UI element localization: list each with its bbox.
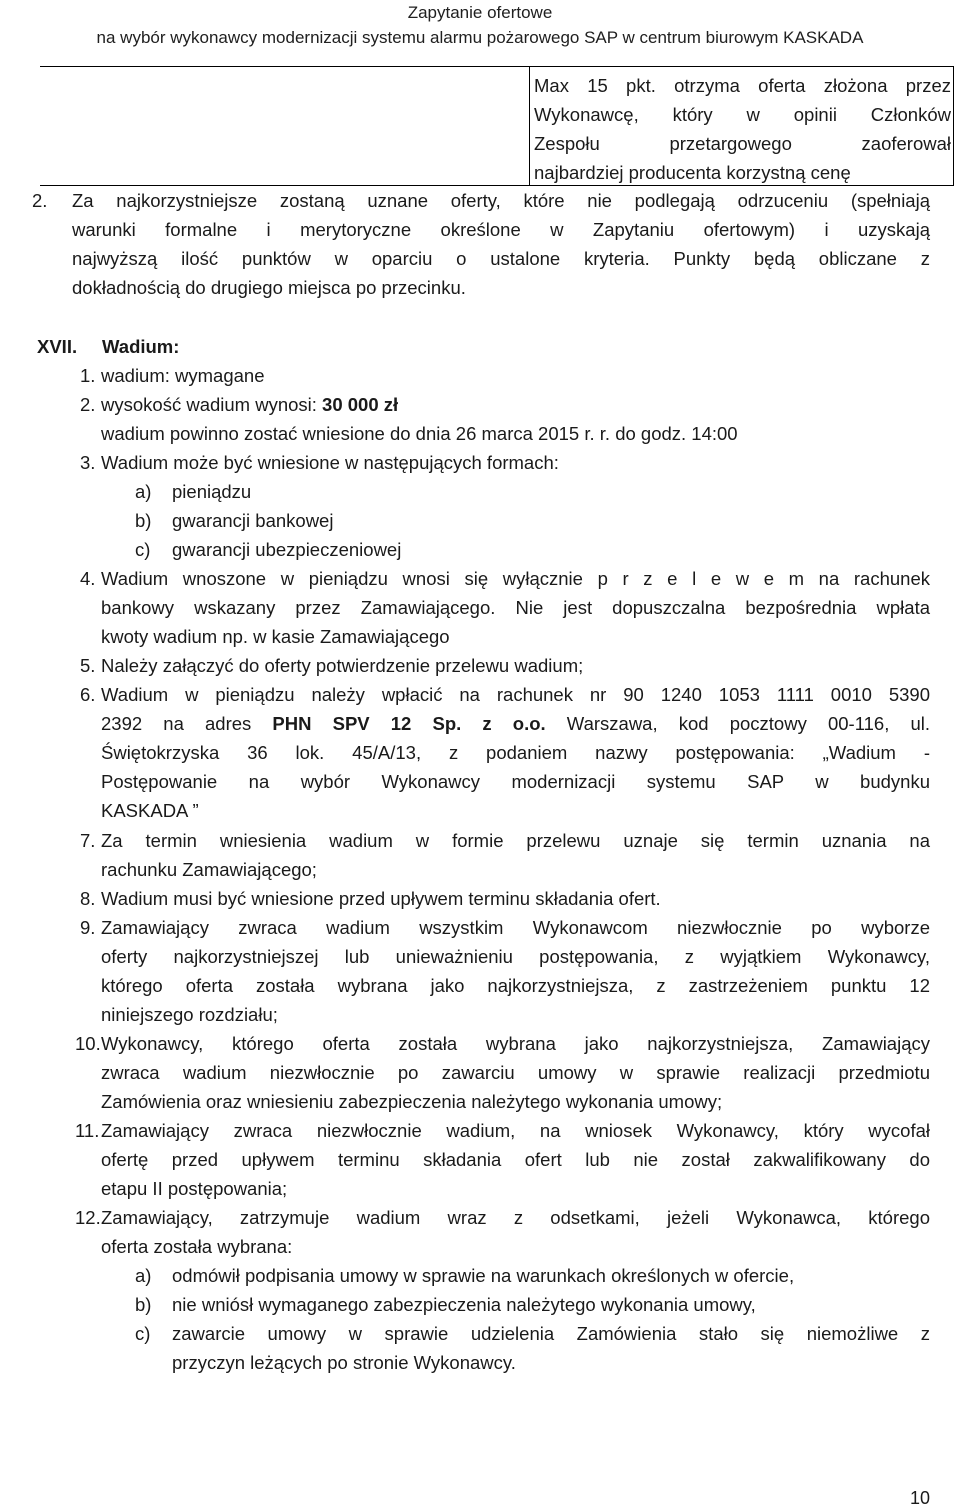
sub-letter: a) [135, 1265, 152, 1286]
list-item [101, 1203, 930, 1261]
item-text: zwraca wadium niezwłocznie po zawarciu umowy w sprawie realizacji przedmiotu [101, 1062, 930, 1083]
item-number: 1. [80, 365, 96, 386]
item-number: 3. [80, 452, 96, 473]
item-text: wysokość wadium wynosi: 30 000 zł [101, 394, 399, 415]
list-item [101, 361, 265, 390]
item-text: Zamawiający zwraca niezwłocznie wadium, na wniosek Wykonawcy, który wycofał [101, 1120, 930, 1141]
item-text: Wykonawcy, którego oferta została wybrana jako najkorzystniejsza, Zamawiający [101, 1033, 930, 1054]
list-item [101, 826, 930, 884]
item-number: 6. [80, 684, 96, 705]
item-text: oferta została wybrana: [101, 1236, 293, 1257]
item-text: Wadium może być wniesione w następujących formach: [101, 452, 559, 473]
item-text: Należy załączyć do oferty potwierdzenie przelewu wadium; [101, 655, 584, 676]
header-title: Zapytanie ofertowe [407, 3, 553, 22]
paragraph-line: warunki formalne i merytoryczne określone w Zapytaniu ofertowym) i uzyskają [72, 219, 930, 240]
item-number: 2. [80, 394, 96, 415]
item-text: KASKADA ” [101, 800, 199, 821]
paragraph-line: Za najkorzystniejsze zostaną uznane oferty, które nie podlegają odrzuceniu (spełniają [72, 190, 930, 211]
list-item [101, 651, 583, 680]
paragraph-line: dokładnością do drugiego miejsca po przecinku. [72, 277, 466, 298]
list-item [101, 390, 738, 448]
company-name: PHN SPV 12 Sp. z o.o. [272, 713, 546, 734]
item-number: 5. [80, 655, 96, 676]
table-cell-text [534, 71, 951, 187]
item-number: 2. [32, 190, 48, 211]
sub-item [172, 1319, 930, 1377]
sub-letter: b) [135, 510, 152, 531]
table-top-border [40, 66, 530, 67]
sub-text: gwarancji bankowej [172, 510, 334, 531]
item-text: Zamawiający, zatrzymuje wadium wraz z odsetkami, jeżeli Wykonawca, którego [101, 1207, 930, 1228]
item-text: ofertę przed upływem terminu składania ofert lub nie został zakwalifikowany do [101, 1149, 930, 1170]
list-item [101, 448, 559, 477]
item-text: Zamówienia oraz wniesieniu zabezpieczenia należytego wykonania umowy; [101, 1091, 723, 1112]
list-item [101, 680, 930, 825]
wadium-amount: 30 000 zł [322, 394, 399, 415]
cell-line: Wykonawcę, który w opinii Członków [534, 104, 951, 125]
item-text: rachunku Zamawiającego; [101, 859, 317, 880]
item-text: Wadium musi być wniesione przed upływem terminu składania ofert. [101, 888, 661, 909]
sub-text: przyczyn leżących po stronie Wykonawcy. [172, 1352, 516, 1373]
item-number: 12. [75, 1207, 101, 1228]
page-number: 10 [909, 1488, 930, 1508]
item-number: 8. [80, 888, 96, 909]
sub-text: zawarcie umowy w sprawie udzielenia Zamówienia stało się niemożliwe z [172, 1323, 930, 1344]
section-number: XVII. [37, 336, 78, 357]
sub-text: pieniądzu [172, 481, 252, 502]
section-title: Wadium: [102, 336, 180, 357]
sub-letter: c) [135, 539, 151, 560]
paragraph-line: najwyższą ilość punktów w oparciu o ustalone kryteria. Punkty będą obliczane z [72, 248, 930, 269]
scoring-paragraph [72, 186, 930, 302]
item-text: wadium: wymagane [101, 365, 265, 386]
list-item [101, 884, 661, 913]
item-text: kwoty wadium np. w kasie Zamawiającego [101, 626, 450, 647]
sub-text: odmówił podpisania umowy w sprawie na warunkach określonych w ofercie, [172, 1265, 795, 1286]
cell-line: najbardziej producenta korzystną cenę [534, 162, 851, 183]
sub-letter: b) [135, 1294, 152, 1315]
item-text: wadium powinno zostać wniesione do dnia 26 marca 2015 r. r. do godz. 14:00 [101, 423, 738, 444]
list-item [101, 564, 930, 651]
item-text: którego oferta została wybrana jako najkorzystniejsza, z zastrzeżeniem punktu 12 [101, 975, 930, 996]
header-subtitle: na wybór wykonawcy modernizacji systemu alarmu pożarowego SAP w centrum biurowym KASKADA [96, 28, 864, 47]
item-text: Postępowanie na wybór Wykonawcy modernizacji systemu SAP w budynku [101, 771, 930, 792]
item-text: niniejszego rozdziału; [101, 1004, 278, 1025]
item-text: etapu II postępowania; [101, 1178, 288, 1199]
item-text: Zamawiający zwraca wadium wszystkim Wykonawcom niezwłocznie po wyborze [101, 917, 930, 938]
cell-line: Max 15 pkt. otrzyma oferta złożona przez [534, 75, 951, 96]
list-item [101, 1029, 930, 1116]
item-text: Wadium wnoszone w pieniądzu wnosi się wyłącznie p r z e l e w e m na rachunek [101, 568, 930, 589]
item-number: 4. [80, 568, 96, 589]
cell-line: Zespołu przetargowego zaoferował [534, 133, 951, 154]
item-text: oferty najkorzystniejszej lub unieważnieniu postępowania, z wyjątkiem Wykonawcy, [101, 946, 930, 967]
item-number: 11. [75, 1120, 100, 1141]
item-number: 7. [80, 830, 96, 851]
sub-letter: a) [135, 481, 152, 502]
item-number: 9. [80, 917, 96, 938]
item-text: bankowy wskazany przez Zamawiającego. Nie jest dopuszczalna bezpośrednia wpłata [101, 597, 930, 618]
sub-text: nie wniósł wymaganego zabezpieczenia należytego wykonania umowy, [172, 1294, 756, 1315]
list-item [101, 1116, 930, 1203]
item-text: Wadium w pieniądzu należy wpłacić na rachunek nr 90 1240 1053 1111 0010 5390 [101, 684, 930, 705]
sub-text: gwarancji ubezpieczeniowej [172, 539, 402, 560]
item-text: 2392 na adres PHN SPV 12 Sp. z o.o. Warszawa, kod pocztowy 00-116, ul. [101, 713, 931, 734]
list-item [101, 913, 930, 1029]
page-header [0, 0, 960, 50]
item-number: 10. [75, 1033, 101, 1054]
item-text: Za termin wniesienia wadium w formie przelewu uznaje się termin uznania na [101, 830, 930, 851]
sub-letter: c) [135, 1323, 151, 1344]
item-text: Świętokrzyska 36 lok. 45/A/13, z podaniem nazwy postępowania: „Wadium - [101, 742, 930, 763]
